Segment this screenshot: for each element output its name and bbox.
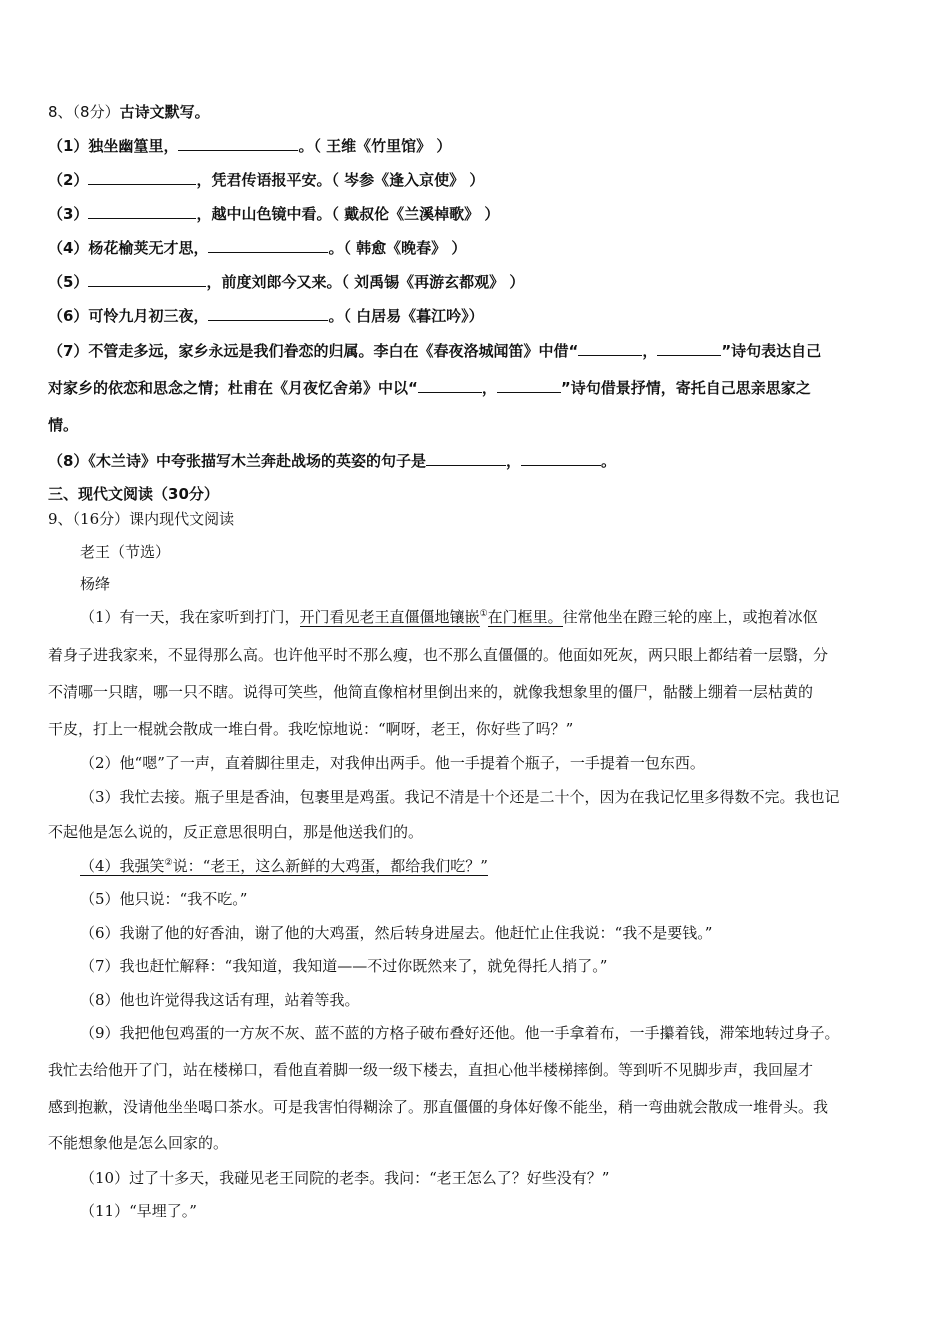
paragraph-10: （10）过了十多天，我碰见老王同院的老李。我问：“老王怎么了？好些没有？” <box>80 1169 610 1187</box>
q8-line-7: （7）不管走多远，家乡永远是我们眷恋的归属。李白在《春夜洛城闻笛》中借“ ， ”诗句表达自己 <box>48 342 822 360</box>
answer-blank[interactable] <box>88 170 196 185</box>
q8-line-4: （4）杨花榆荚无才思， 。（ 韩愈《晚春》 ） <box>48 239 467 257</box>
answer-blank[interactable] <box>208 306 328 321</box>
q8-header: 8、（8分）古诗文默写。 <box>48 103 210 121</box>
q8-line-1: （1）独坐幽篁里， 。（ 王维《竹里馆》 ） <box>48 137 452 155</box>
q8-line-6: （6）可怜九月初三夜， 。（ 白居易《暮江吟》） <box>48 307 484 325</box>
answer-blank[interactable] <box>88 204 196 219</box>
passage-title: 老王（节选） <box>80 543 171 561</box>
paragraph-11: （11）“早埋了。” <box>80 1202 197 1220</box>
paragraph-9-line-2: 我忙去给他开了门，站在楼梯口，看他直着脚一级一级下楼去，直担心他半楼梯摔倒。等到听不见脚步声，我回屋才 <box>48 1061 814 1079</box>
q8-line-5: （5） ，前度刘郎今又来。（ 刘禹锡《再游玄都观》 ） <box>48 273 525 291</box>
answer-blank[interactable] <box>426 451 506 466</box>
q8-line-7-cont: 对家乡的依恋和思念之情；杜甫在《月夜忆舍弟》中以“ ， ”诗句借景抒情，寄托自己思亲思家之 <box>48 379 811 397</box>
q8-line-3: （3） ，越中山色镜中看。（ 戴叔伦《兰溪棹歌》 ） <box>48 205 500 223</box>
paragraph-9: （9）我把他包鸡蛋的一方灰不灰、蓝不蓝的方格子破布叠好还他。他一手拿着布，一手攥着钱，滞笨地转过身子。 <box>80 1024 840 1042</box>
q8-line-8: （8）《木兰诗》中夸张描写木兰奔赴战场的英姿的句子是 ， 。 <box>48 452 616 470</box>
q9-header: 9、（16分）课内现代文阅读 <box>48 510 235 528</box>
paragraph-5: （5）他只说：“我不吃。” <box>80 890 248 908</box>
section-heading: 三、现代文阅读（30分） <box>48 485 219 503</box>
paragraph-8: （8）他也许觉得我这话有理，站着等我。 <box>80 991 360 1009</box>
q8-line-2: （2） ，凭君传语报平安。（ 岑参《逢入京使》 ） <box>48 171 485 189</box>
passage-author: 杨绛 <box>80 575 111 593</box>
answer-blank[interactable] <box>497 378 561 393</box>
answer-blank[interactable] <box>521 451 601 466</box>
paragraph-9-line-4: 不能想象他是怎么回家的。 <box>48 1134 229 1152</box>
paragraph-7: （7）我也赶忙解释：“我知道，我知道——不过你既然来了，就免得托人捎了。” <box>80 957 608 975</box>
answer-blank[interactable] <box>208 238 328 253</box>
paragraph-1: （1）有一天，我在家听到打门，开门看见老王直僵僵地镶嵌①在门框里。往常他坐在蹬三轮的座上，或抱着冰伛 <box>80 608 818 626</box>
answer-blank[interactable] <box>657 341 721 356</box>
paragraph-1-line-3: 不清哪一只瞎，哪一只不瞎。说得可笑些，他简直像棺材里倒出来的，就像我想象里的僵尸，骷髅上绷着一层枯黄的 <box>48 683 814 701</box>
paragraph-2: （2）他“嗯”了一声，直着脚往里走，对我伸出两手。他一手提着个瓶子，一手提着一包东西。 <box>80 754 705 772</box>
answer-blank[interactable] <box>418 378 482 393</box>
paragraph-3: （3）我忙去接。瓶子里是香油，包裹里是鸡蛋。我记不清是十个还是二十个，因为在我记忆里多得数不完。我也记 <box>80 788 840 806</box>
q8-line-7-end: 情。 <box>48 416 79 434</box>
paragraph-4: （4）我强笑②说：“老王，这么新鲜的大鸡蛋，都给我们吃？” <box>80 857 488 875</box>
paragraph-3-line-2: 不起他是怎么说的，反正意思很明白，那是他送我们的。 <box>48 823 424 841</box>
paragraph-1-line-4: 干皮，打上一棍就会散成一堆白骨。我吃惊地说：“啊呀，老王，你好些了吗？” <box>48 720 574 738</box>
paragraph-1-line-2: 着身子进我家来，不显得那么高。也许他平时不那么瘦，也不那么直僵僵的。他面如死灰，两只眼上都结着一层翳，分 <box>48 646 829 664</box>
answer-blank[interactable] <box>88 272 206 287</box>
paragraph-6: （6）我谢了他的好香油，谢了他的大鸡蛋，然后转身进屋去。他赶忙止住我说：“我不是要钱。” <box>80 924 713 942</box>
answer-blank[interactable] <box>578 341 642 356</box>
answer-blank[interactable] <box>178 136 298 151</box>
paragraph-9-line-3: 感到抱歉，没请他坐坐喝口茶水。可是我害怕得糊涂了。那直僵僵的身体好像不能坐，稍一弯曲就会散成一堆骨头。我 <box>48 1098 829 1116</box>
